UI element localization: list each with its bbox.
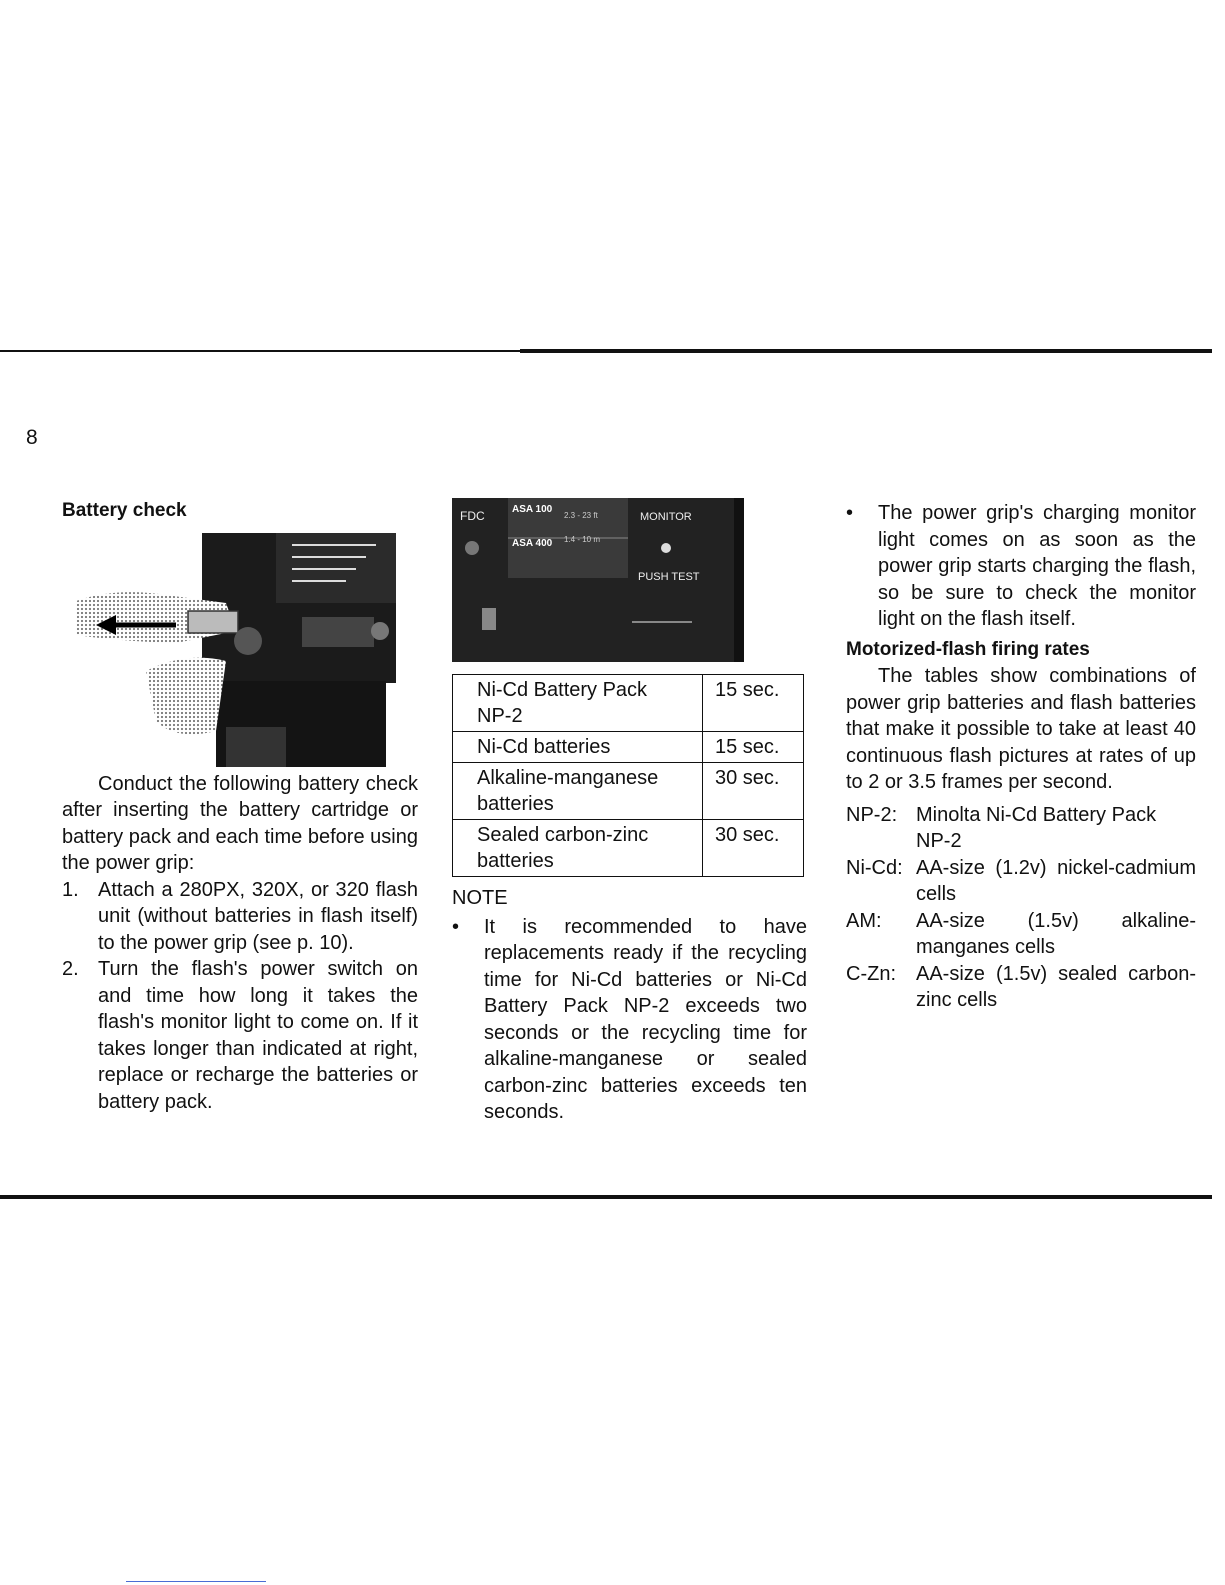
battery-type-cell: Sealed carbon-zinc batteries (453, 820, 703, 877)
asa100-range: 2.3 - 23 ft (564, 511, 598, 520)
note-title: NOTE (452, 887, 508, 909)
bullet-dot: • (846, 502, 854, 524)
flash-unit-illustration (76, 531, 396, 767)
definition-desc: AA-size (1.5v) alkaline-manganes cells (916, 909, 1196, 958)
battery-type-cell: Alkaline-manganese batteries (453, 763, 703, 820)
recycling-time-cell: 30 sec. (703, 763, 804, 820)
battery-type-cell: Ni-Cd Battery Pack NP-2 (453, 675, 703, 732)
left-column (62, 498, 418, 1115)
bullet-dot: • (452, 915, 460, 938)
asa400-range: 1.4 - 10 m (564, 535, 601, 544)
step-number: 1. (62, 878, 79, 901)
note-text: It is recommended to have replacements ready if the recycling time for Ni-Cd batteries or Ni-Cd Battery Pack NP-2 exceeds two seconds or the recycling time for alkaline-manganese or sealed carbon-zinc batteries exceeds ten seconds. (484, 915, 807, 1123)
top-rule-thick (520, 349, 1212, 353)
monitor-note-text: The power grip's charging monitor light comes on as soon as the power grip starts charging the flash, so be sure to check the monitor light on the flash itself. (878, 502, 1196, 630)
push-test-label: PUSH TEST (638, 571, 700, 583)
table-row (453, 820, 804, 877)
step-text: Turn the flash's power switch on and time how long it takes the flash's monitor light to come on. If it takes longer than indicated at right, replace or recharge the batteries or battery pack. (98, 958, 418, 1113)
definition-desc: AA-size (1.2v) nickel-cadmium cells (916, 856, 1196, 905)
battery-check-intro: Conduct the following battery check after inserting the battery cartridge or battery pack and each time before using the power grip: (62, 772, 418, 874)
table-row (453, 675, 804, 732)
step-2 (62, 956, 418, 1115)
monitor-label: MONITOR (640, 511, 692, 523)
firing-rates-heading: Motorized-flash firing rates (846, 638, 1090, 660)
flash-panel-photo (452, 498, 744, 662)
right-column (846, 500, 1196, 1014)
monitor-note (846, 500, 1196, 633)
definition-term: NP-2: (846, 803, 898, 826)
recycling-time-cell: 15 sec. (703, 732, 804, 763)
table-row (453, 732, 804, 763)
definition-desc: AA-size (1.5v) sealed carbon-zinc cells (916, 962, 1196, 1011)
firing-rates-paragraph: The tables show combinations of power grip batteries and flash batteries that make it possible to take at least 40 continuous flash pictures at rates of up to 2 or 3.5 frames per second. (846, 665, 1196, 793)
asa400-label: ASA 400 (512, 538, 553, 549)
definition-row (846, 802, 1196, 855)
definition-term: AM: (846, 909, 882, 932)
link-underline (126, 1581, 266, 1582)
middle-column (452, 498, 807, 1126)
battery-type-cell: Ni-Cd batteries (453, 732, 703, 763)
table-row (453, 763, 804, 820)
step-text: Attach a 280PX, 320X, or 320 flash unit (without batteries in flash itself) to the power grip (see p. 10). (98, 878, 418, 954)
battery-check-steps (62, 877, 418, 1116)
abbreviation-list (846, 802, 1196, 1014)
definition-row (846, 908, 1196, 961)
definition-desc: Minolta Ni-Cd Battery Pack NP-2 (916, 803, 1157, 852)
asa100-label: ASA 100 (512, 504, 553, 515)
definition-row (846, 961, 1196, 1014)
flash-control-panel-illustration (452, 498, 744, 662)
step-1 (62, 877, 418, 957)
definition-row (846, 855, 1196, 908)
note-item (452, 914, 807, 1126)
bottom-rule (0, 1195, 1212, 1199)
fdc-label: FDC (460, 509, 485, 523)
recycling-time-table (452, 674, 804, 877)
definition-term: Ni-Cd: (846, 856, 903, 879)
page-number: 8 (26, 426, 38, 449)
definition-term: C-Zn: (846, 962, 896, 985)
recycling-time-cell: 15 sec. (703, 675, 804, 732)
battery-check-heading: Battery check (62, 500, 187, 521)
step-number: 2. (62, 958, 79, 980)
battery-check-photo (76, 531, 396, 767)
recycling-time-cell: 30 sec. (703, 820, 804, 877)
